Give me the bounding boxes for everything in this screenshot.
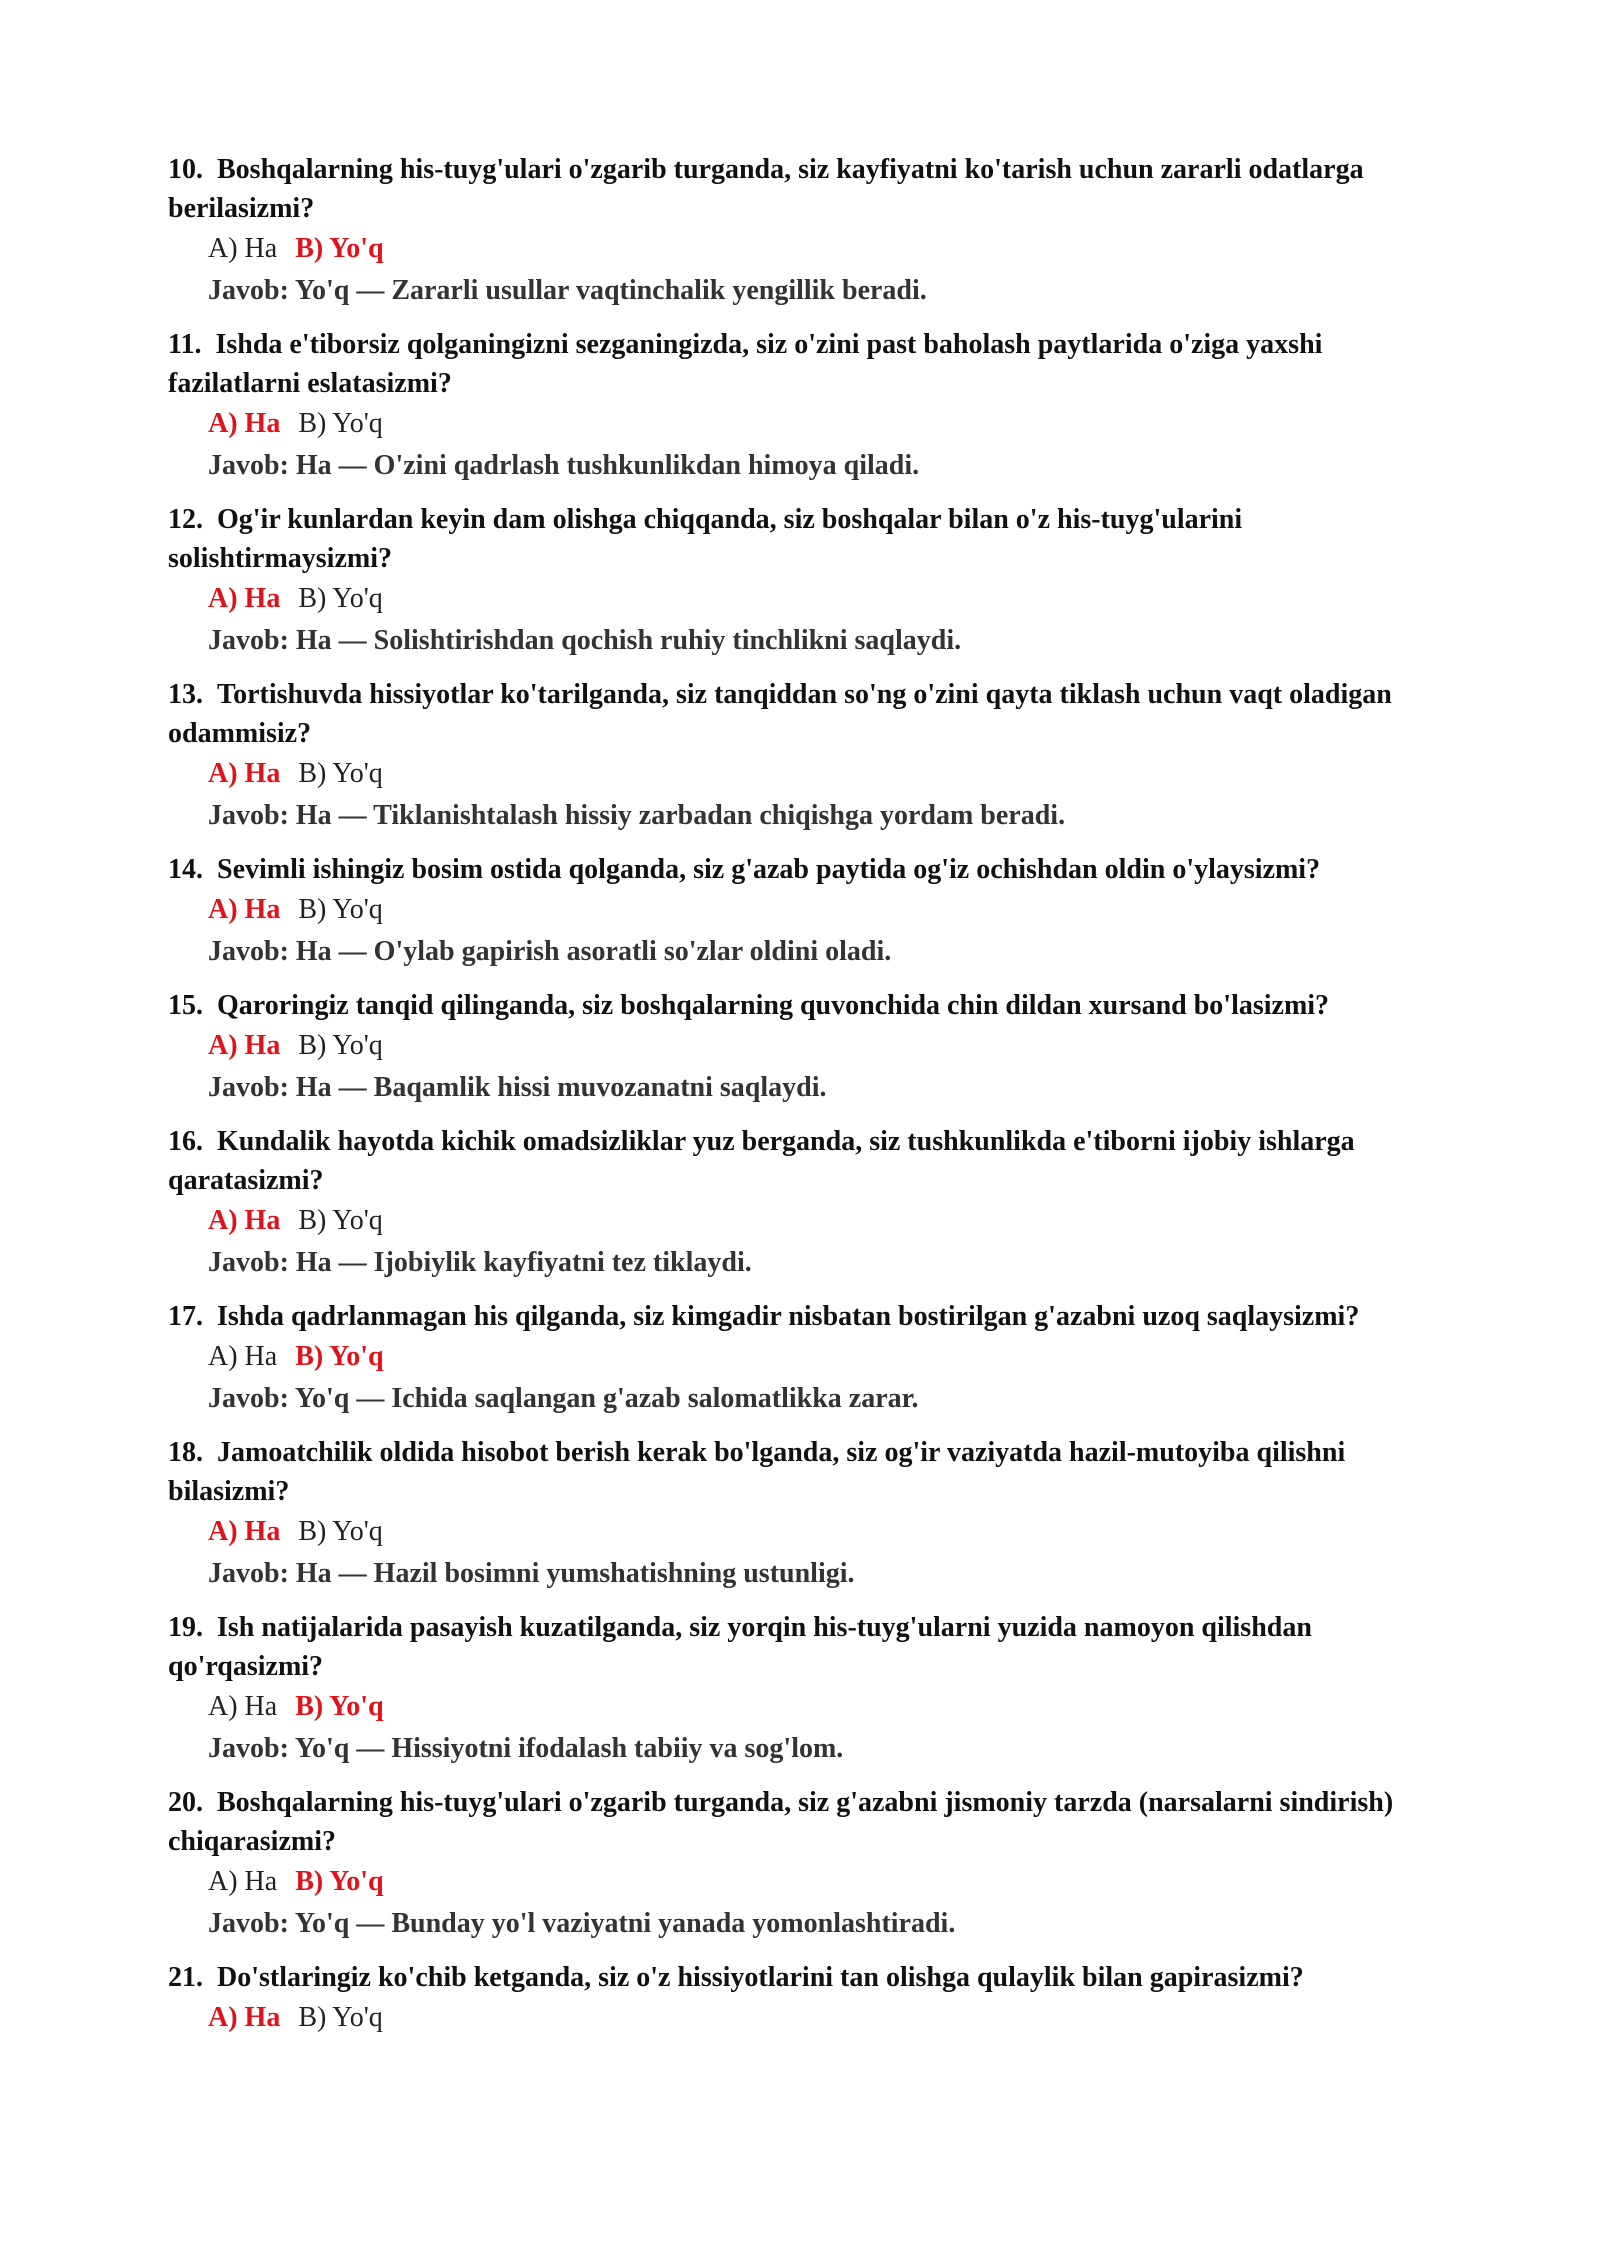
correct-option: A) Ha <box>208 894 281 925</box>
answer-explanation: Javob: Yo'q — Bunday yo'l vaziyatni yanada yomonlashtiradi. <box>208 1908 956 1939</box>
question-body: Kundalik hayotda kichik omadsizliklar yuz berganda, siz tushkunlikda e'tiborni ijobiy ishlarga qaratasizmi? <box>168 1126 1355 1196</box>
question-number: 15. <box>168 990 203 1021</box>
answer-explanation: Javob: Ha — Tiklanishtalash hissiy zarbadan chiqishga yordam beradi. <box>208 800 1066 831</box>
question-body: Boshqalarning his-tuyg'ulari o'zgarib turganda, siz g'azabni jismoniy tarzda (narsalarni sindirish) chiqarasizmi? <box>168 1787 1394 1857</box>
question-list <box>168 150 1458 2052</box>
question-body: Qaroringiz tanqid qilinganda, siz boshqalarning quvonchida chin dildan xursand bo'lasizmi? <box>217 990 1330 1021</box>
question-item <box>168 850 1458 973</box>
option: B) Yo'q <box>298 758 383 789</box>
answer-explanation: Javob: Ha — O'zini qadrlash tushkunlikdan himoya qiladi. <box>208 450 920 481</box>
question-number: 16. <box>168 1126 203 1157</box>
correct-option: A) Ha <box>208 1516 281 1547</box>
answer-explanation: Javob: Ha — O'ylab gapirish asoratli so'zlar oldini oladi. <box>208 936 892 967</box>
question-text <box>168 1297 1458 1336</box>
question-body: Ish natijalarida pasayish kuzatilganda, siz yorqin his-tuyg'ularni yuzida namoyon qilishdan qo'rqasizmi? <box>168 1612 1312 1682</box>
answer-explanation: Javob: Yo'q — Zararli usullar vaqtinchalik yengillik beradi. <box>208 275 927 306</box>
question-number: 13. <box>168 679 203 710</box>
question-item <box>168 1433 1458 1595</box>
question-number: 21. <box>168 1962 203 1993</box>
option: A) Ha <box>208 1866 278 1897</box>
answer-explanation: Javob: Ha — Ijobiylik kayfiyatni tez tiklaydi. <box>208 1247 752 1278</box>
question-text <box>168 1958 1458 1997</box>
question-body: Boshqalarning his-tuyg'ulari o'zgarib turganda, siz kayfiyatni ko'tarish uchun zararli odatlarga berilasizmi? <box>168 154 1364 224</box>
question-text <box>168 1433 1458 1511</box>
option: A) Ha <box>208 233 278 264</box>
question-number: 11. <box>168 329 202 360</box>
answer-options <box>168 1025 1458 1067</box>
answer-options <box>168 1686 1458 1728</box>
option: B) Yo'q <box>298 408 383 439</box>
question-body: Og'ir kunlardan keyin dam olishga chiqqanda, siz boshqalar bilan o'z his-tuyg'ularini solishtirmaysizmi? <box>168 504 1243 574</box>
question-text <box>168 986 1458 1025</box>
option: B) Yo'q <box>298 583 383 614</box>
question-number: 14. <box>168 854 203 885</box>
correct-option: A) Ha <box>208 1030 281 1061</box>
question-number: 12. <box>168 504 203 535</box>
option: B) Yo'q <box>298 1516 383 1547</box>
question-item <box>168 1958 1458 2039</box>
question-text <box>168 1608 1458 1686</box>
correct-option: B) Yo'q <box>295 233 384 264</box>
answer-options <box>168 1511 1458 1553</box>
answer-options <box>168 578 1458 620</box>
correct-option: A) Ha <box>208 2002 281 2033</box>
question-item <box>168 1608 1458 1770</box>
question-number: 18. <box>168 1437 203 1468</box>
question-text <box>168 500 1458 578</box>
question-body: Do'stlaringiz ko'chib ketganda, siz o'z hissiyotlarini tan olishga qulaylik bilan gapirasizmi? <box>217 1962 1304 1993</box>
question-item <box>168 325 1458 487</box>
answer-options <box>168 228 1458 270</box>
answer-options <box>168 889 1458 931</box>
answer-options <box>168 1861 1458 1903</box>
answer-options <box>168 1997 1458 2039</box>
option: A) Ha <box>208 1341 278 1372</box>
question-item <box>168 675 1458 837</box>
answer-explanation: Javob: Yo'q — Ichida saqlangan g'azab salomatlikka zarar. <box>208 1383 919 1414</box>
question-number: 17. <box>168 1301 203 1332</box>
question-text <box>168 850 1458 889</box>
correct-option: A) Ha <box>208 408 281 439</box>
question-body: Tortishuvda hissiyotlar ko'tarilganda, siz tanqiddan so'ng o'zini qayta tiklash uchun vaqt oladigan odammisiz? <box>168 679 1392 749</box>
correct-option: B) Yo'q <box>295 1341 384 1372</box>
question-item <box>168 986 1458 1109</box>
answer-options <box>168 753 1458 795</box>
question-item <box>168 150 1458 312</box>
answer-options <box>168 1200 1458 1242</box>
option: B) Yo'q <box>298 894 383 925</box>
option: A) Ha <box>208 1691 278 1722</box>
question-item <box>168 1783 1458 1945</box>
option: B) Yo'q <box>298 2002 383 2033</box>
question-number: 19. <box>168 1612 203 1643</box>
question-body: Jamoatchilik oldida hisobot berish kerak bo'lganda, siz og'ir vaziyatda hazil-mutoyiba qilishni bilasizmi? <box>168 1437 1346 1507</box>
correct-option: B) Yo'q <box>295 1866 384 1897</box>
correct-option: B) Yo'q <box>295 1691 384 1722</box>
correct-option: A) Ha <box>208 1205 281 1236</box>
question-body: Ishda qadrlanmagan his qilganda, siz kimgadir nisbatan bostirilgan g'azabni uzoq saqlaysizmi? <box>217 1301 1360 1332</box>
answer-explanation: Javob: Ha — Solishtirishdan qochish ruhiy tinchlikni saqlaydi. <box>208 625 962 656</box>
question-text <box>168 150 1458 228</box>
correct-option: A) Ha <box>208 758 281 789</box>
question-body: Sevimli ishingiz bosim ostida qolganda, siz g'azab paytida og'iz ochishdan oldin o'ylaysizmi? <box>217 854 1321 885</box>
question-number: 10. <box>168 154 203 185</box>
answer-options <box>168 403 1458 445</box>
answer-explanation: Javob: Ha — Hazil bosimni yumshatishning ustunligi. <box>208 1558 855 1589</box>
question-item <box>168 1297 1458 1420</box>
answer-options <box>168 1336 1458 1378</box>
option: B) Yo'q <box>298 1205 383 1236</box>
answer-explanation: Javob: Ha — Baqamlik hissi muvozanatni saqlaydi. <box>208 1072 827 1103</box>
question-item <box>168 500 1458 662</box>
question-body: Ishda e'tiborsiz qolganingizni sezganingizda, siz o'zini past baholash paytlarida o'ziga yaxshi fazilatlarni eslatasizmi? <box>168 329 1323 399</box>
question-item <box>168 1122 1458 1284</box>
question-number: 20. <box>168 1787 203 1818</box>
question-text <box>168 1783 1458 1861</box>
correct-option: A) Ha <box>208 583 281 614</box>
question-text <box>168 675 1458 753</box>
question-text <box>168 325 1458 403</box>
answer-explanation: Javob: Yo'q — Hissiyotni ifodalash tabiiy va sog'lom. <box>208 1733 844 1764</box>
question-text <box>168 1122 1458 1200</box>
option: B) Yo'q <box>298 1030 383 1061</box>
